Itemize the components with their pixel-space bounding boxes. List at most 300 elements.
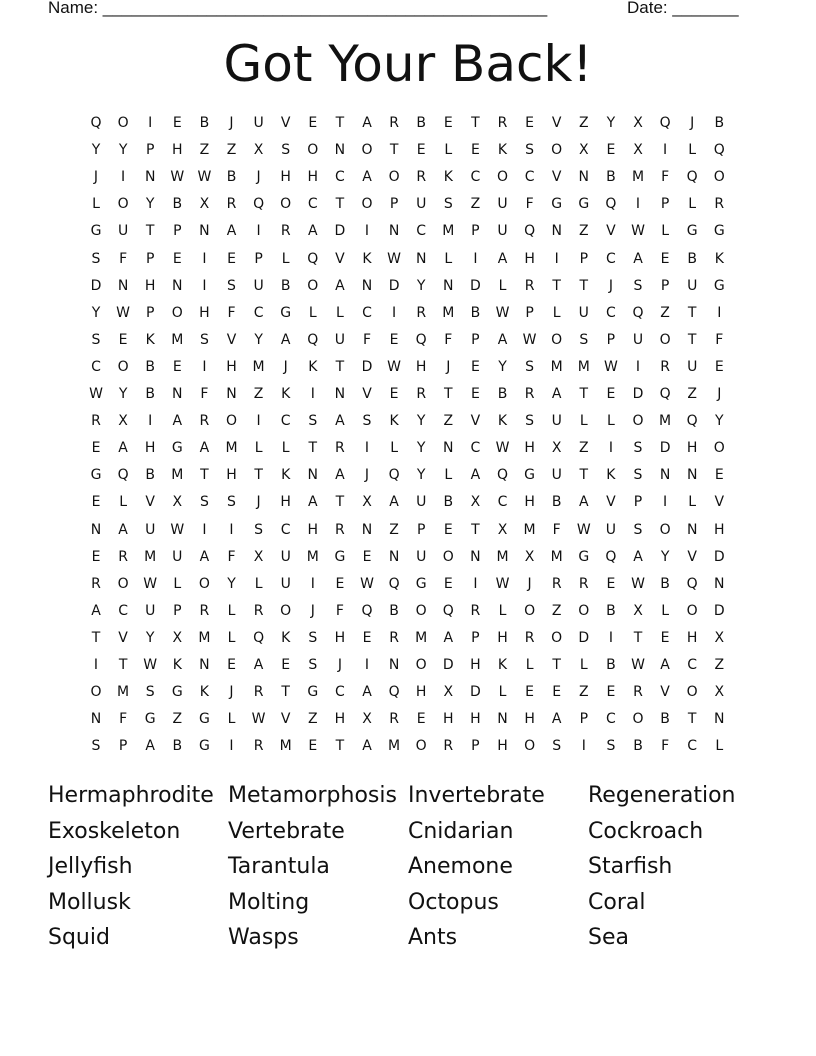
grid-letter: R — [389, 115, 399, 131]
grid-letter: P — [660, 196, 670, 213]
grid-letter: V — [226, 331, 237, 348]
grid-letter: W — [631, 657, 645, 673]
grid-letter: W — [495, 440, 510, 457]
grid-letter: N — [686, 521, 698, 538]
grid-letter: E — [227, 657, 236, 673]
grid-letter: O — [388, 169, 400, 186]
grid-letter: N — [415, 250, 427, 267]
grid-letter: Q — [388, 684, 400, 701]
grid-letter: K — [606, 467, 616, 484]
grid-letter: J — [446, 358, 451, 375]
grid-letter: S — [362, 413, 372, 430]
grid-letter: E — [362, 629, 372, 646]
grid-letter: A — [551, 711, 562, 728]
grid-letter: V — [335, 250, 345, 267]
grid-letter: K — [281, 629, 291, 646]
grid-letter: T — [687, 331, 697, 348]
grid-letter: C — [687, 657, 698, 673]
grid-letter: C — [687, 738, 698, 755]
grid-letter: B — [226, 169, 237, 186]
grid-letter: Q — [605, 196, 617, 213]
grid-letter: M — [415, 629, 428, 646]
grid-letter: F — [335, 602, 344, 619]
grid-letter: R — [416, 304, 427, 321]
grid-letter: X — [714, 684, 725, 701]
grid-letter: E — [308, 738, 318, 755]
grid-letter: Q — [253, 629, 265, 646]
grid-letter: C — [606, 711, 616, 728]
grid-letter: A — [443, 629, 454, 646]
grid-letter: I — [148, 413, 153, 430]
grid-letter: R — [199, 413, 210, 430]
grid-letter: L — [444, 142, 453, 159]
grid-letter: W — [360, 575, 374, 592]
grid-letter: R — [253, 684, 264, 701]
grid-letter: H — [415, 358, 427, 375]
grid-letter: L — [498, 602, 507, 619]
date-field: Date: _______ — [627, 0, 739, 17]
grid-letter: V — [606, 494, 616, 511]
word-bank-item: Exoskeleton — [48, 818, 181, 844]
grid-letter: N — [388, 223, 400, 240]
grid-letter: O — [361, 196, 373, 213]
grid-letter: K — [443, 169, 453, 186]
grid-letter: R — [335, 521, 345, 538]
grid-letter: O — [496, 169, 509, 186]
grid-letter: Y — [118, 386, 128, 402]
grid-letter: W — [170, 521, 185, 538]
grid-letter: L — [335, 304, 344, 321]
grid-letter: I — [229, 521, 234, 538]
grid-letter: R — [714, 196, 725, 213]
grid-letter: H — [226, 467, 237, 484]
word-bank-item: Metamorphosis — [228, 783, 397, 808]
grid-letter: X — [253, 548, 264, 565]
grid-letter: R — [91, 575, 101, 592]
grid-letter: Y — [715, 413, 724, 430]
grid-letter: F — [227, 304, 236, 321]
word-bank-item: Wasps — [228, 925, 299, 950]
grid-letter: L — [254, 575, 263, 592]
grid-letter: M — [550, 358, 563, 375]
grid-letter: Q — [605, 548, 617, 565]
word-bank-item: Hermaphrodite — [48, 783, 214, 808]
grid-letter: S — [281, 142, 291, 159]
word-bank-item: Anemone — [408, 854, 513, 879]
grid-letter: S — [443, 196, 453, 213]
grid-letter: I — [202, 277, 207, 294]
grid-letter: U — [253, 277, 264, 294]
grid-letter: O — [280, 196, 292, 213]
grid-letter: U — [145, 521, 156, 538]
grid-letter: C — [606, 304, 616, 321]
grid-letter: T — [687, 711, 697, 728]
grid-letter: O — [686, 602, 698, 619]
grid-letter: T — [118, 657, 128, 673]
grid-letter: M — [171, 467, 184, 484]
grid-letter: L — [227, 711, 236, 728]
grid-letter: Q — [415, 331, 427, 348]
grid-letter: F — [525, 196, 534, 213]
letter-grid — [82, 110, 742, 760]
grid-letter: G — [90, 223, 102, 240]
grid-letter: B — [280, 277, 291, 294]
grid-letter: E — [91, 548, 101, 565]
grid-letter: B — [633, 738, 643, 755]
grid-letter: X — [524, 548, 535, 565]
grid-letter: S — [199, 494, 209, 511]
grid-letter: I — [473, 250, 478, 267]
grid-letter: R — [524, 629, 535, 646]
grid-letter: D — [90, 277, 102, 294]
grid-letter: T — [145, 223, 155, 240]
grid-letter: F — [661, 169, 670, 186]
grid-letter: O — [307, 277, 319, 294]
grid-letter: G — [713, 277, 725, 294]
grid-letter: A — [118, 440, 128, 457]
grid-letter: E — [335, 575, 345, 592]
grid-letter: L — [281, 250, 290, 267]
grid-letter: H — [280, 169, 291, 186]
grid-letter: Y — [660, 548, 670, 565]
grid-letter: C — [335, 169, 345, 186]
grid-letter: O — [171, 304, 183, 321]
grid-letter: X — [497, 521, 508, 538]
grid-letter: O — [415, 657, 427, 673]
grid-letter: V — [362, 386, 372, 402]
grid-letter: I — [608, 440, 613, 457]
grid-letter: L — [173, 575, 182, 592]
grid-letter: R — [524, 386, 535, 402]
grid-letter: A — [551, 386, 562, 402]
grid-letter: B — [687, 250, 697, 267]
grid-letter: I — [608, 629, 613, 646]
grid-letter: A — [335, 467, 345, 484]
grid-letter: Z — [389, 521, 399, 538]
grid-letter: O — [578, 602, 590, 619]
grid-letter: B — [389, 602, 399, 619]
grid-letter: T — [444, 386, 453, 402]
grid-letter: O — [117, 196, 129, 213]
grid-letter: M — [659, 413, 672, 430]
grid-letter: T — [389, 142, 399, 159]
grid-letter: I — [229, 738, 234, 755]
grid-letter: E — [443, 575, 453, 592]
grid-letter: N — [443, 277, 454, 294]
grid-letter: A — [253, 657, 264, 673]
grid-letter: E — [443, 115, 453, 131]
grid-letter: Y — [416, 440, 426, 457]
grid-row — [82, 354, 742, 381]
grid-letter: F — [200, 386, 209, 402]
grid-letter: R — [199, 602, 210, 619]
grid-letter: Y — [498, 358, 507, 375]
grid-letter: H — [334, 629, 346, 646]
grid-letter: M — [279, 738, 292, 755]
grid-letter: J — [337, 657, 342, 673]
grid-letter: I — [202, 358, 207, 375]
grid-letter: L — [498, 684, 507, 701]
grid-letter: M — [550, 548, 563, 565]
grid-letter: P — [254, 250, 263, 267]
word-bank-item: Sea — [588, 925, 629, 950]
grid-letter: Z — [308, 711, 318, 728]
grid-letter: P — [145, 304, 155, 321]
grid-letter: E — [470, 142, 480, 159]
grid-letter: J — [283, 358, 288, 375]
grid-letter: E — [714, 358, 724, 375]
grid-row — [82, 110, 742, 137]
grid-letter: H — [334, 711, 346, 728]
grid-letter: R — [253, 738, 264, 755]
grid-letter: L — [308, 304, 317, 321]
grid-letter: U — [632, 331, 644, 348]
grid-letter: J — [310, 602, 315, 619]
grid-letter: T — [254, 467, 263, 484]
grid-letter: G — [90, 467, 102, 484]
grid-letter: J — [717, 386, 722, 402]
grid-letter: Q — [253, 196, 265, 213]
grid-letter: N — [361, 521, 373, 538]
grid-letter: N — [470, 548, 481, 565]
grid-letter: L — [444, 250, 453, 267]
grid-row — [82, 327, 742, 354]
grid-letter: X — [633, 142, 643, 159]
grid-letter: I — [93, 657, 99, 673]
grid-letter: W — [495, 304, 510, 321]
grid-letter: N — [90, 521, 102, 538]
grid-letter: E — [172, 358, 182, 375]
grid-letter: G — [144, 711, 156, 728]
grid-letter: C — [253, 304, 264, 321]
grid-letter: Z — [443, 413, 454, 430]
grid-letter: O — [551, 629, 563, 646]
grid-letter: T — [335, 358, 345, 375]
grid-letter: Z — [687, 386, 697, 402]
grid-letter: O — [632, 711, 644, 728]
grid-letter: T — [552, 277, 561, 294]
grid-letter: R — [389, 711, 399, 728]
grid-letter: X — [199, 196, 210, 213]
grid-letter: R — [389, 629, 399, 646]
grid-letter: X — [714, 629, 725, 646]
grid-letter: E — [362, 548, 372, 565]
grid-letter: U — [497, 223, 508, 240]
grid-letter: W — [576, 521, 591, 538]
grid-letter: F — [119, 711, 128, 728]
grid-letter: K — [714, 250, 724, 267]
grid-letter: A — [280, 331, 291, 348]
grid-letter: B — [606, 657, 616, 673]
grid-letter: A — [335, 413, 345, 430]
grid-letter: I — [473, 575, 478, 592]
grid-letter: T — [579, 467, 589, 484]
grid-letter: J — [93, 169, 99, 186]
grid-letter: Z — [253, 386, 264, 402]
grid-letter: R — [416, 169, 427, 186]
grid-letter: U — [416, 548, 427, 565]
grid-letter: L — [715, 738, 724, 755]
grid-letter: U — [280, 575, 291, 592]
grid-letter: Q — [686, 169, 698, 186]
grid-letter: P — [471, 331, 480, 348]
grid-letter: E — [525, 684, 535, 701]
grid-letter: P — [145, 250, 155, 267]
grid-letter: G — [551, 196, 563, 213]
grid-row — [82, 137, 742, 164]
grid-letter: D — [659, 440, 671, 457]
grid-letter: N — [578, 169, 590, 186]
grid-letter: E — [606, 684, 616, 701]
grid-letter: M — [631, 169, 645, 186]
grid-letter: X — [172, 494, 183, 511]
grid-letter: U — [578, 304, 589, 321]
grid-row — [82, 300, 742, 327]
grid-letter: I — [256, 413, 261, 430]
grid-letter: B — [145, 358, 155, 375]
grid-letter: G — [578, 548, 590, 565]
grid-letter: W — [143, 657, 158, 673]
word-bank-item: Octopus — [408, 889, 499, 915]
grid-letter: A — [633, 250, 643, 267]
grid-letter: N — [659, 467, 671, 484]
grid-letter: T — [335, 196, 345, 213]
grid-letter: M — [442, 223, 455, 240]
grid-letter: U — [687, 277, 698, 294]
grid-letter: B — [145, 386, 155, 402]
grid-letter: T — [471, 521, 480, 538]
grid-letter: H — [443, 711, 454, 728]
grid-letter: U — [117, 223, 129, 240]
grid-letter: K — [497, 657, 508, 673]
grid-letter: N — [144, 169, 156, 186]
grid-letter: C — [606, 250, 616, 267]
grid-row — [82, 571, 742, 598]
grid-letter: M — [496, 548, 509, 565]
grid-letter: A — [362, 684, 372, 701]
grid-letter: W — [251, 711, 266, 728]
grid-letter: W — [522, 331, 537, 348]
grid-letter: K — [145, 331, 155, 348]
grid-letter: A — [362, 738, 372, 755]
grid-letter: E — [389, 331, 399, 348]
grid-letter: B — [660, 711, 670, 728]
grid-letter: S — [606, 738, 616, 755]
grid-letter: V — [280, 115, 291, 131]
grid-letter: G — [524, 467, 536, 484]
grid-letter: U — [497, 196, 508, 213]
grid-letter: A — [226, 223, 237, 240]
grid-letter: J — [527, 575, 532, 592]
grid-letter: O — [117, 358, 129, 375]
grid-letter: N — [361, 277, 373, 294]
grid-letter: G — [198, 738, 210, 755]
grid-letter: W — [116, 304, 131, 321]
grid-letter: E — [91, 494, 101, 511]
grid-letter: A — [308, 494, 318, 511]
grid-letter: F — [362, 331, 372, 348]
grid-letter: E — [389, 386, 399, 402]
grid-letter: S — [91, 331, 101, 348]
grid-letter: O — [225, 413, 238, 430]
grid-letter: G — [171, 440, 183, 457]
grid-letter: S — [91, 250, 101, 267]
grid-row — [82, 489, 742, 516]
grid-letter: S — [91, 738, 101, 755]
grid-letter: B — [660, 575, 670, 592]
grid-letter: C — [280, 413, 291, 430]
grid-letter: S — [552, 738, 562, 755]
grid-letter: T — [471, 115, 480, 131]
grid-letter: E — [606, 142, 616, 159]
grid-letter: I — [364, 657, 370, 673]
grid-letter: F — [119, 250, 128, 267]
grid-letter: Z — [470, 196, 481, 213]
grid-letter: G — [686, 223, 698, 240]
grid-letter: I — [202, 521, 207, 538]
word-bank-item: Tarantula — [228, 854, 330, 879]
grid-letter: C — [280, 521, 291, 538]
grid-row — [82, 625, 742, 652]
grid-letter: N — [172, 277, 183, 294]
grid-letter: N — [443, 440, 454, 457]
grid-letter: L — [498, 277, 507, 294]
grid-letter: Y — [254, 331, 263, 348]
grid-letter: D — [470, 277, 481, 294]
grid-letter: Q — [117, 467, 129, 484]
grid-letter: S — [308, 657, 318, 673]
grid-letter: M — [171, 331, 184, 348]
grid-letter: Y — [91, 304, 101, 321]
grid-letter: I — [121, 169, 126, 186]
grid-letter: R — [578, 575, 589, 592]
grid-letter: N — [686, 467, 698, 484]
grid-letter: N — [497, 711, 508, 728]
grid-letter: X — [253, 142, 264, 159]
grid-letter: S — [525, 358, 535, 375]
grid-letter: H — [307, 169, 319, 186]
word-bank-item: Regeneration — [588, 783, 736, 808]
grid-letter: D — [388, 277, 400, 294]
grid-letter: U — [416, 494, 427, 511]
grid-letter: B — [497, 386, 508, 402]
grid-letter: E — [172, 115, 182, 131]
grid-letter: Q — [442, 602, 454, 619]
grid-letter: G — [415, 575, 427, 592]
grid-letter: K — [172, 657, 182, 673]
grid-letter: Z — [660, 304, 670, 321]
grid-letter: O — [415, 738, 427, 755]
grid-row — [82, 652, 742, 679]
grid-letter: R — [470, 602, 481, 619]
grid-letter: A — [145, 738, 155, 755]
grid-letter: P — [471, 738, 480, 755]
grid-letter: V — [606, 223, 616, 240]
grid-letter: W — [387, 250, 402, 267]
grid-letter: C — [362, 304, 372, 321]
word-bank-item: Starfish — [588, 854, 673, 879]
grid-letter: N — [714, 575, 725, 592]
grid-letter: B — [606, 602, 616, 619]
grid-letter: W — [170, 169, 185, 186]
grid-letter: H — [172, 142, 183, 159]
grid-letter: Q — [388, 575, 400, 592]
grid-letter: T — [335, 115, 345, 131]
grid-letter: I — [635, 196, 641, 213]
grid-letter: Q — [307, 331, 319, 348]
grid-letter: A — [308, 223, 318, 240]
grid-letter: W — [631, 223, 645, 240]
